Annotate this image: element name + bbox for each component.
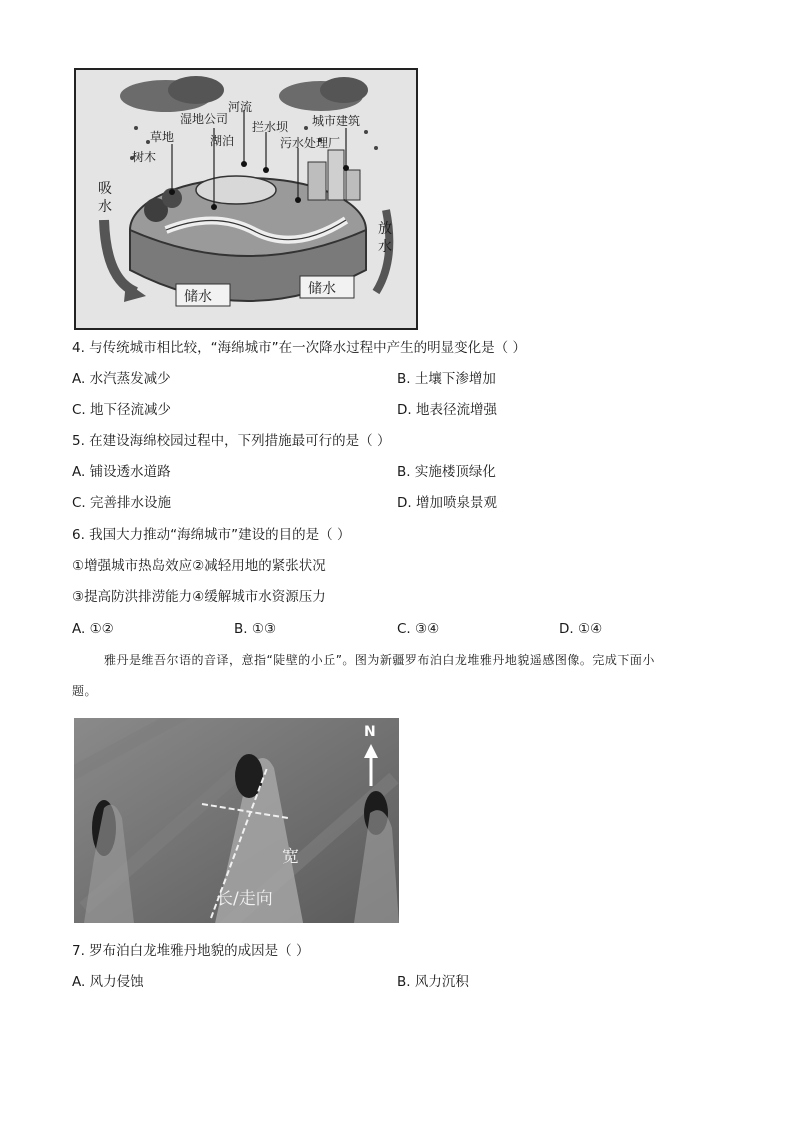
question-4-option-c[interactable]: C. 地下径流减少 [72, 402, 172, 418]
label-store-right: 储水 [308, 281, 336, 297]
label-absorb: 吸水 [98, 181, 112, 215]
label-grass: 草地 [150, 130, 175, 144]
width-label: 宽 [282, 847, 299, 867]
question-6-option-d[interactable]: D. ①④ [559, 621, 603, 637]
question-5-option-d[interactable]: D. 增加喷泉景观 [397, 495, 497, 511]
length-label: 长/走向 [216, 889, 273, 909]
question-4-option-a[interactable]: A. 水汽蒸发减少 [72, 371, 171, 387]
question-4-option-d[interactable]: D. 地表径流增强 [397, 402, 497, 418]
label-store-left: 储水 [184, 289, 212, 305]
question-6-option-a[interactable]: A. ①② [72, 621, 114, 637]
label-sewage: 污水处理厂 [280, 136, 341, 150]
label-tree: 树木 [132, 150, 157, 164]
label-lake: 湖泊 [210, 134, 235, 148]
question-7-option-b[interactable]: B. 风力沉积 [397, 974, 469, 990]
question-6-option-c[interactable]: C. ③④ [397, 621, 440, 637]
question-7-option-a[interactable]: A. 风力侵蚀 [72, 974, 144, 990]
question-6-statement-2: ③提高防洪排涝能力④缓解城市水资源压力 [72, 589, 326, 605]
question-5-option-b[interactable]: B. 实施楼顶绿化 [397, 464, 496, 480]
question-6-statement-1: ①增强城市热岛效应②减轻用地的紧张状况 [72, 558, 326, 574]
north-label: N [364, 724, 376, 740]
yardang-intro-line-2: 题。 [72, 684, 98, 698]
label-wetland-park: 湿地公司 [180, 112, 229, 126]
label-release: 放水 [378, 221, 392, 255]
question-4-option-b[interactable]: B. 土壤下渗增加 [397, 371, 496, 387]
yardang-intro-line-1: 雅丹是维吾尔语的音译，意指“陡壁的小丘”。图为新疆罗布泊白龙堆雅丹地貌遥感图像。完成下面小 [104, 653, 655, 667]
question-4-stem: 4. 与传统城市相比较，“海绵城市”在一次降水过程中产生的明显变化是（ ） [72, 340, 526, 356]
question-5-option-c[interactable]: C. 完善排水设施 [72, 495, 172, 511]
question-6-stem: 6. 我国大力推动“海绵城市”建设的目的是（ ） [72, 527, 351, 543]
question-5-stem: 5. 在建设海绵校园过程中，下列措施最可行的是（ ） [72, 433, 391, 449]
yardang-remote-sensing-image [74, 718, 399, 923]
label-river: 河流 [228, 100, 253, 114]
sponge-city-figure [74, 68, 418, 330]
question-6-option-b[interactable]: B. ①③ [234, 621, 277, 637]
question-7-stem: 7. 罗布泊白龙堆雅丹地貌的成因是（ ） [72, 943, 310, 959]
question-5-option-a[interactable]: A. 铺设透水道路 [72, 464, 171, 480]
label-city-building: 城市建筑 [312, 114, 361, 128]
label-dam: 拦水坝 [252, 120, 289, 134]
